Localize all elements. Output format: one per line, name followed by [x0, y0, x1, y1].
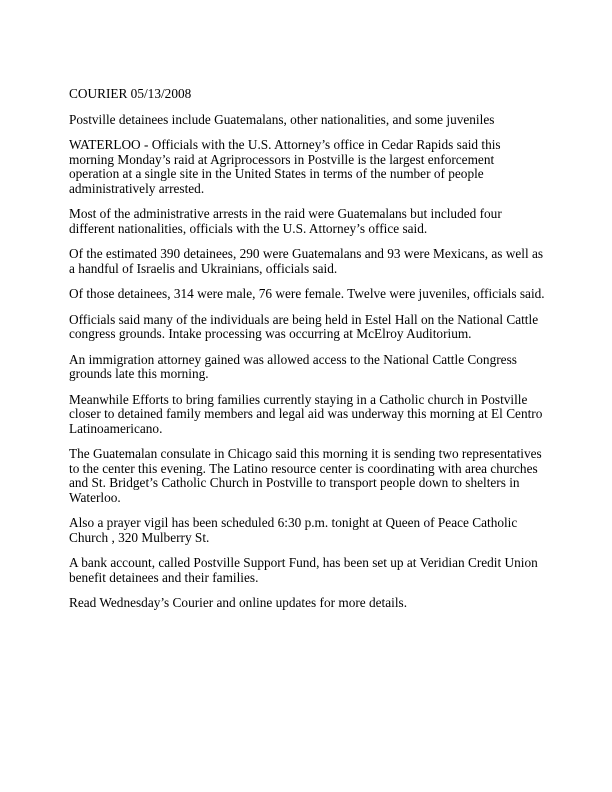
paragraph: Most of the administrative arrests in the raid were Guatemalans but included four different nationalities, officials with the U.S. Attorney’s office said.: [69, 206, 502, 236]
date-line: COURIER 05/13/2008: [69, 86, 192, 101]
paragraph: Of the estimated 390 detainees, 290 were Guatemalans and 93 were Mexicans, as well as a handful of Israelis and Ukrainians, officials said.: [69, 246, 544, 276]
headline: Postville detainees include Guatemalans, other nationalities, and some juveniles: [69, 111, 495, 127]
paragraph: The Guatemalan consulate in Chicago said this morning it is sending two representatives to the center this evening. The Latino resource center is coordinating with area churches and St. Bridget’s Catholic Church in Postville to transport people down to shelters in Waterloo.: [69, 446, 542, 505]
paragraph: Also a prayer vigil has been scheduled 6:30 p.m. tonight at Queen of Peace Catholic Church , 320 Mulberry St.: [69, 515, 518, 545]
paragraph: Meanwhile Efforts to bring families currently staying in a Catholic church in Postville closer to detained family members and legal aid was underway this morning at El Centro Latinoamericano.: [69, 391, 543, 436]
paragraph: Of those detainees, 314 were male, 76 were female. Twelve were juveniles, officials said.: [69, 286, 545, 301]
paragraph: WATERLOO - Officials with the U.S. Attorney’s office in Cedar Rapids said this morning Monday’s raid at Agriprocessors in Postville is the largest enforcement operation at a single site in the United States in terms of the number of people administratively arrested.: [69, 137, 501, 196]
paragraph: Officials said many of the individuals are being held in Estel Hall on the National Cattle congress grounds. Intake processing was occurring at McElroy Auditorium.: [69, 311, 539, 341]
paragraph: Read Wednesday’s Courier and online updates for more details.: [69, 595, 408, 610]
article-body: [69, 87, 545, 622]
paragraph: A bank account, called Postville Support Fund, has been set up at Veridian Credit Union benefit detainees and their families.: [69, 555, 538, 585]
paragraph: An immigration attorney gained was allowed access to the National Cattle Congress grounds late this morning.: [69, 351, 517, 381]
